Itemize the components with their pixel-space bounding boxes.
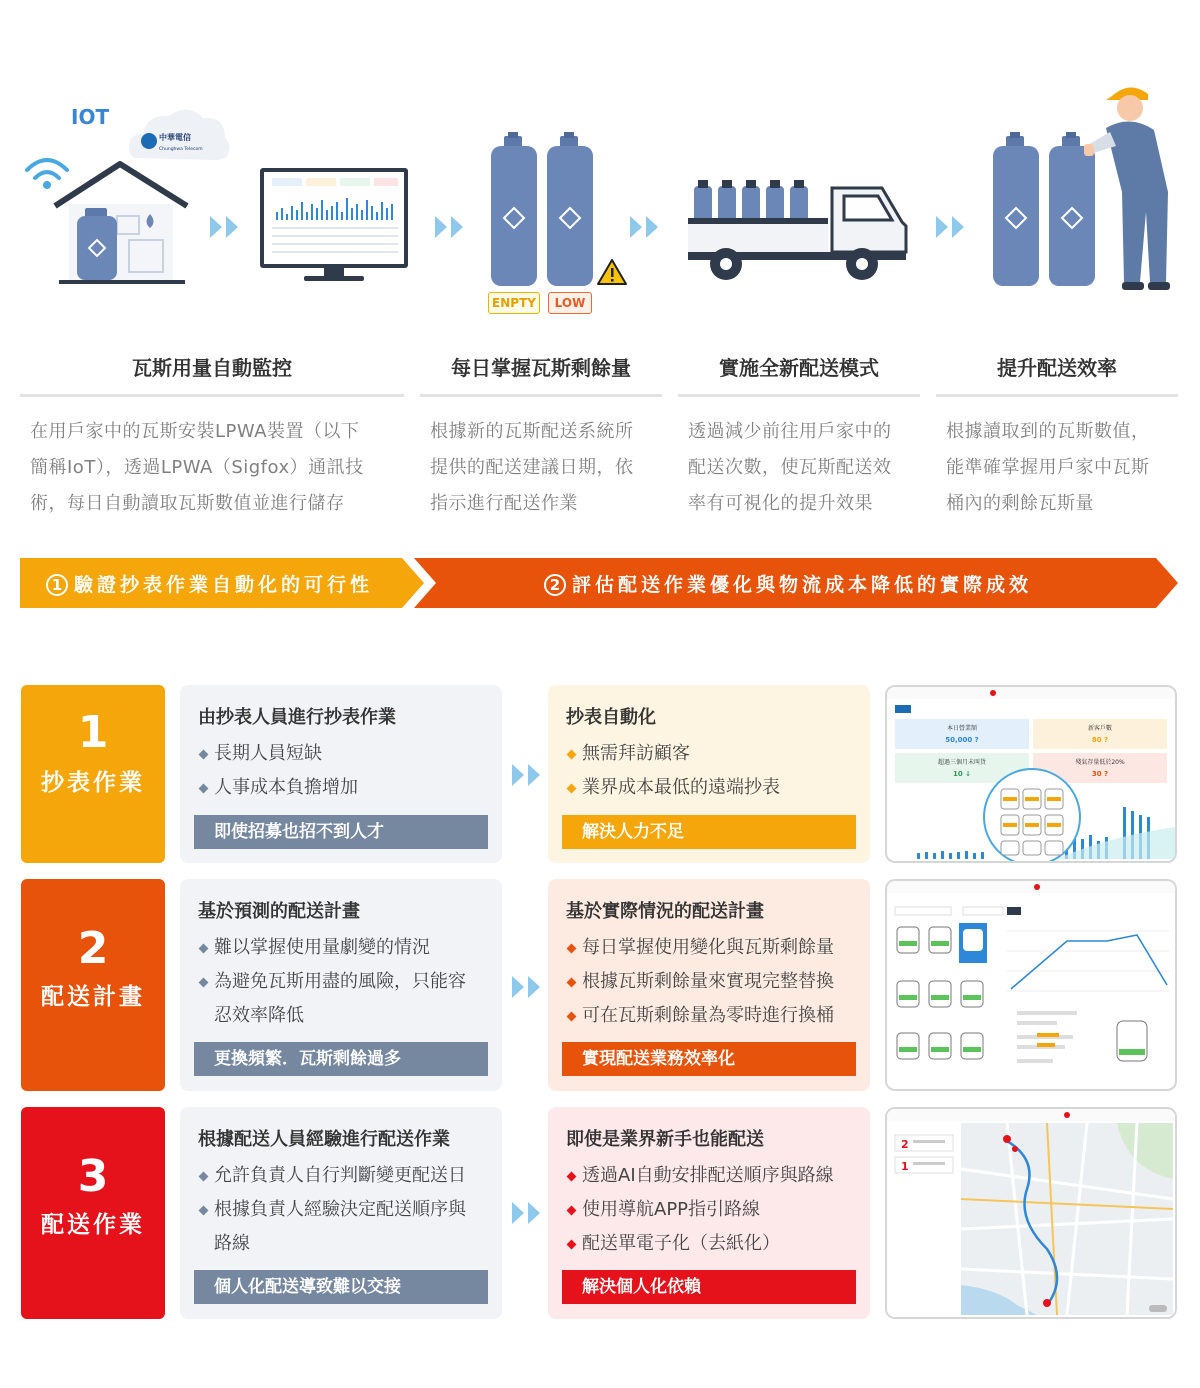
row-3-after-card <box>548 1107 870 1319</box>
step-4-title: 提升配送效率 <box>997 356 1117 380</box>
list-item: 透過AI自動安排配送順序與路線 <box>566 1159 834 1193</box>
row-1-screenshot <box>885 685 1177 863</box>
low-tag: LOW <box>548 292 592 314</box>
row-2-before-title: 基於預測的配送計畫 <box>198 901 360 922</box>
row-2-before-list <box>198 931 466 1033</box>
iot-house-illustration <box>25 88 235 288</box>
list-item: 允許負責人自行判斷變更配送日 <box>198 1159 466 1193</box>
list-item: 路線 <box>214 1233 250 1254</box>
step-2-title: 每日掌握瓦斯剩餘量 <box>451 356 631 380</box>
empty-tag: ENPTY <box>488 292 540 314</box>
list-item: 根據瓦斯剩餘量來實現完整替換 <box>566 965 834 999</box>
row-2-after-title: 基於實際情況的配送計畫 <box>566 901 764 922</box>
row-1-number: 1 <box>77 707 109 758</box>
cht-logo-en: Chunghwa Telecom <box>159 147 203 152</box>
row-2-before-result: 更換頻繁．瓦斯剩餘過多 <box>194 1042 488 1076</box>
step-1-title: 瓦斯用量自動監控 <box>132 356 292 380</box>
worker-figure <box>1084 87 1170 290</box>
row-1-after-card <box>548 685 870 863</box>
flow-arrow-icon <box>210 216 244 238</box>
route-stop-count: 1 <box>901 1160 909 1173</box>
step-4-divider <box>936 394 1178 397</box>
kpi-label: 新客戶數 <box>1087 725 1113 732</box>
kpi-label: 本日營業額 <box>946 725 978 732</box>
row-3-before-list <box>198 1159 466 1261</box>
iot-badge: IOT <box>71 105 110 129</box>
row-3-number: 3 <box>77 1151 109 1202</box>
step-3-description: 透過減少前往用戶家中的 配送次數，使瓦斯配送效 率有可視化的提升效果 <box>688 421 892 514</box>
list-item: 長期人員短缺 <box>198 737 358 771</box>
row-2-number: 2 <box>77 923 109 974</box>
dashboard-screenshot <box>887 687 1175 861</box>
step-1-description: 在用戶家中的瓦斯安裝LPWA裝置（以下 簡稱IoT），透過LPWA（Sigfox）通訊技 術，每日自動讀取瓦斯數值並進行儲存 <box>30 421 364 514</box>
kpi-value: 30 ? <box>1091 770 1109 778</box>
monitor-dashboard-illustration <box>258 166 410 286</box>
list-item: 難以掌握使用量劇變的情況 <box>198 931 466 965</box>
row-1-label: 抄表作業 <box>41 770 145 796</box>
step-2-divider <box>420 394 662 397</box>
row-3-after-list <box>566 1159 834 1261</box>
list-item: 無需拜訪顧客 <box>566 737 780 771</box>
row-2-after-card <box>548 879 870 1091</box>
route-stop-count: 2 <box>901 1138 909 1151</box>
list-item: 忍效率降低 <box>214 1005 304 1026</box>
kpi-value: 50,000 ? <box>945 736 979 744</box>
flow-arrow-icon <box>512 764 546 786</box>
row-2-after-list <box>566 931 834 1033</box>
flow-arrow-icon <box>512 976 546 998</box>
delivery-truck-illustration <box>686 176 910 288</box>
list-item: 配送單電子化（去紙化） <box>566 1227 834 1261</box>
kpi-value: 10 ↓ <box>952 770 972 778</box>
worker-cylinders-illustration <box>990 82 1180 294</box>
step-1-divider <box>20 394 404 397</box>
phase-2-label: 2 評估配送作業優化與物流成本降低的實際成效 <box>544 570 1032 597</box>
row-1-number-card <box>21 685 165 863</box>
row-3-before-result: 個人化配送導致難以交接 <box>194 1270 488 1304</box>
row-2-before-card <box>180 879 502 1091</box>
row-1-before-card <box>180 685 502 863</box>
row-1-before-title: 由抄表人員進行抄表作業 <box>198 707 396 728</box>
list-item: 使用導航APP指引路線 <box>566 1193 834 1227</box>
route-map-screenshot <box>887 1109 1175 1317</box>
list-item: 可在瓦斯剩餘量為零時進行換桶 <box>566 999 834 1033</box>
row-1-before-list <box>198 737 358 805</box>
row-2-number-card <box>21 879 165 1091</box>
gas-cylinders-warning-illustration <box>486 132 630 288</box>
row-3-before-card <box>180 1107 502 1319</box>
list-item: 每日掌握使用變化與瓦斯剩餘量 <box>566 931 834 965</box>
row-3-label: 配送作業 <box>41 1212 145 1238</box>
row-1-before-result: 即使招募也招不到人才 <box>194 815 488 849</box>
kpi-label: 殘氣存量低於20% <box>1075 759 1125 766</box>
kpi-label: 超過三個月未叫貨 <box>937 759 987 766</box>
step-2-description: 根據新的瓦斯配送系統所 提供的配送建議日期，依 指示進行配送作業 <box>430 421 634 514</box>
flow-arrow-icon <box>435 216 469 238</box>
list-item: 根據負責人經驗決定配送順序與 <box>198 1193 466 1227</box>
cht-logo-text: 中華電信 <box>159 133 191 142</box>
list-item: 業界成本最低的遠端抄表 <box>566 771 780 805</box>
row-2-after-result: 實現配送業務效率化 <box>562 1042 856 1076</box>
kpi-value: 80 ? <box>1091 736 1109 744</box>
phase-1-label: 1 驗證抄表作業自動化的可行性 <box>46 570 373 597</box>
flow-arrow-icon <box>512 1202 546 1224</box>
row-3-after-result: 解決個人化依賴 <box>562 1270 856 1304</box>
step-3-title: 實施全新配送模式 <box>719 356 879 380</box>
warning-icon <box>598 260 626 284</box>
delivery-plan-screenshot <box>887 881 1175 1089</box>
row-3-before-title: 根據配送人員經驗進行配送作業 <box>198 1129 450 1150</box>
row-1-after-title: 抄表自動化 <box>566 707 656 728</box>
row-2-label: 配送計畫 <box>41 984 145 1010</box>
row-3-screenshot <box>885 1107 1177 1319</box>
flow-arrow-icon <box>936 216 970 238</box>
row-1-after-result: 解決人力不足 <box>562 815 856 849</box>
list-item: 為避免瓦斯用盡的風險，只能容 <box>198 965 466 999</box>
wifi-icon <box>27 160 67 178</box>
step-3-divider <box>678 394 920 397</box>
row-1-after-list <box>566 737 780 805</box>
flow-arrow-icon <box>630 216 664 238</box>
row-3-after-title: 即使是業界新手也能配送 <box>566 1129 764 1150</box>
row-2-screenshot <box>885 879 1177 1091</box>
step-4-description: 根據讀取到的瓦斯數值， 能準確掌握用戶家中瓦斯 桶內的剩餘瓦斯量 <box>946 421 1150 514</box>
row-3-number-card <box>21 1107 165 1319</box>
list-item: 人事成本負擔增加 <box>198 771 358 805</box>
